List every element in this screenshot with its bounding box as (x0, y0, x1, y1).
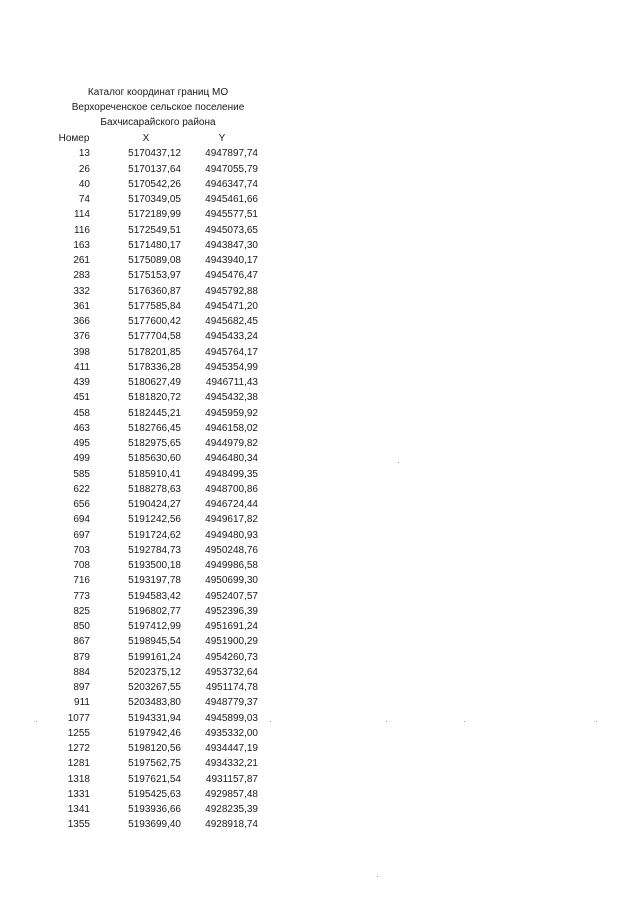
number-cell: 499 (73, 453, 90, 465)
scan-speck (464, 721, 465, 722)
y-cell: 4943847,30 (205, 239, 258, 251)
number-cell: 884 (73, 666, 90, 678)
table-row (40, 268, 276, 283)
table-row (40, 162, 276, 177)
number-cell: 261 (73, 255, 90, 266)
number-cell: 911 (74, 697, 90, 709)
y-cell: 4945899,03 (205, 712, 258, 724)
y-cell: 4945461,66 (205, 194, 258, 205)
x-cell: 5197621,54 (128, 773, 181, 785)
table-row (40, 238, 276, 253)
x-cell: 5198945,54 (128, 636, 181, 648)
x-cell: 5197412,99 (128, 621, 181, 632)
header-y: Y (218, 133, 226, 144)
table-row (40, 223, 276, 238)
y-cell: 4948499,35 (205, 468, 258, 480)
y-cell: 4950699,30 (205, 575, 258, 587)
y-cell: 4945433,24 (205, 331, 258, 343)
table-row (40, 390, 276, 405)
y-cell: 4946724,44 (205, 499, 258, 510)
number-cell: 708 (73, 560, 90, 571)
table-row (40, 314, 276, 329)
table-row (40, 604, 276, 619)
number-cell: 116 (74, 224, 90, 236)
number-cell: 332 (73, 285, 90, 297)
y-cell: 4947897,74 (205, 148, 258, 160)
x-cell: 5170137,64 (128, 163, 181, 175)
x-cell: 5175089,08 (128, 255, 181, 266)
table-row (40, 772, 276, 787)
y-cell: 4948779,37 (205, 697, 258, 709)
x-cell: 5194331,94 (128, 712, 181, 724)
table-row (40, 146, 276, 161)
table-row (40, 741, 276, 756)
x-cell: 5172549,51 (128, 224, 181, 236)
number-cell: 283 (73, 270, 90, 282)
y-cell: 4950248,76 (205, 544, 258, 556)
table-row (40, 711, 276, 726)
number-cell: 703 (73, 544, 90, 556)
y-cell: 4946347,74 (205, 178, 258, 190)
x-cell: 5197942,46 (128, 727, 181, 739)
x-cell: 5194583,42 (128, 590, 181, 602)
number-cell: 773 (73, 590, 90, 602)
y-cell: 4948700,86 (205, 483, 258, 495)
number-cell: 716 (73, 575, 90, 587)
header-x: X (142, 133, 150, 144)
table-row (40, 467, 276, 482)
x-cell: 5203483,80 (128, 697, 181, 709)
table-row (40, 619, 276, 634)
y-cell: 4931157,87 (205, 773, 258, 785)
number-cell: 897 (73, 682, 90, 693)
scan-speck (386, 721, 387, 722)
table-row (40, 421, 276, 436)
y-cell: 4944979,82 (205, 438, 258, 449)
y-cell: 4949986,58 (205, 560, 258, 571)
table-row (40, 665, 276, 680)
y-cell: 4951174,78 (205, 682, 258, 693)
x-cell: 5188278,63 (128, 483, 181, 495)
number-cell: 1355 (67, 819, 90, 831)
catalog-title (40, 85, 276, 130)
table-row (40, 192, 276, 207)
number-cell: 694 (73, 514, 90, 526)
y-cell: 4943940,17 (205, 255, 258, 266)
number-cell: 1077 (67, 712, 90, 724)
table-row (40, 284, 276, 299)
x-cell: 5198120,56 (128, 743, 181, 754)
y-cell: 4928235,39 (205, 804, 258, 815)
number-cell: 411 (74, 361, 90, 373)
x-cell: 5191242,56 (128, 514, 181, 526)
x-cell: 5192784,73 (128, 544, 181, 556)
table-row (40, 451, 276, 466)
table-row (40, 634, 276, 649)
y-cell: 4945354,99 (205, 361, 258, 373)
x-cell: 5185630,60 (128, 453, 181, 465)
table-row (40, 756, 276, 771)
table-row (40, 650, 276, 665)
y-cell: 4945577,51 (205, 209, 258, 221)
table-row (40, 345, 276, 360)
table-row (40, 482, 276, 497)
table-row (40, 543, 276, 558)
table-row (40, 787, 276, 802)
y-cell: 4952407,57 (205, 590, 258, 602)
x-cell: 5170542,26 (128, 178, 181, 190)
x-cell: 5195425,63 (128, 788, 181, 800)
x-cell: 5177585,84 (128, 300, 181, 312)
table-row (40, 512, 276, 527)
x-cell: 5185910,41 (128, 468, 181, 480)
y-cell: 4945471,20 (205, 300, 258, 312)
number-cell: 867 (73, 636, 90, 648)
table-row (40, 207, 276, 222)
y-cell: 4935332,00 (205, 727, 258, 739)
x-cell: 5171480,17 (128, 239, 181, 251)
y-cell: 4946480,34 (205, 453, 258, 465)
number-cell: 850 (73, 621, 90, 632)
y-cell: 4951691,24 (205, 621, 258, 632)
number-cell: 585 (73, 468, 90, 480)
number-cell: 1331 (67, 788, 90, 800)
number-cell: 495 (73, 438, 90, 449)
x-cell: 5181820,72 (128, 392, 181, 404)
table-row (40, 253, 276, 268)
table-row (40, 329, 276, 344)
x-cell: 5199161,24 (128, 651, 181, 663)
y-cell: 4945073,65 (205, 224, 258, 236)
number-cell: 1341 (67, 804, 90, 815)
number-cell: 1281 (67, 758, 90, 770)
y-cell: 4946711,43 (205, 377, 258, 388)
x-cell: 5193699,40 (128, 819, 181, 831)
table-row (40, 802, 276, 817)
table-row (40, 726, 276, 741)
y-cell: 4945959,92 (205, 407, 258, 419)
number-cell: 13 (78, 148, 90, 160)
table-row (40, 406, 276, 421)
x-cell: 5190424,27 (128, 499, 181, 510)
y-cell: 4945476,47 (205, 270, 258, 282)
y-cell: 4945682,45 (205, 316, 258, 327)
number-cell: 451 (73, 392, 90, 404)
x-cell: 5177704,58 (128, 331, 181, 343)
x-cell: 5177600,42 (128, 316, 181, 327)
number-cell: 1272 (67, 743, 90, 754)
table-row (40, 573, 276, 588)
table-row (40, 680, 276, 695)
number-cell: 376 (73, 331, 90, 343)
x-cell: 5172189,99 (128, 209, 181, 221)
number-cell: 163 (73, 239, 90, 251)
y-cell: 4949480,93 (205, 529, 258, 541)
y-cell: 4947055,79 (205, 163, 258, 175)
number-cell: 398 (73, 346, 90, 358)
y-cell: 4952396,39 (205, 605, 258, 617)
title-line-3: Бахчисарайского района (100, 117, 216, 128)
y-cell: 4946158,02 (205, 422, 258, 434)
number-cell: 114 (74, 209, 90, 221)
table-row (40, 497, 276, 512)
header-number: Номер (58, 133, 90, 144)
y-cell: 4945792,88 (205, 285, 258, 297)
title-line-1: Каталог координат границ МО (87, 87, 229, 98)
number-cell: 26 (78, 163, 90, 175)
x-cell: 5197562,75 (128, 758, 181, 770)
x-cell: 5193197,78 (128, 575, 181, 587)
coordinates-table (40, 131, 276, 833)
table-row (40, 436, 276, 451)
x-cell: 5178336,28 (128, 361, 181, 373)
y-cell: 4949617,82 (205, 514, 258, 526)
table-row (40, 817, 276, 832)
number-cell: 74 (78, 194, 90, 205)
number-cell: 825 (73, 605, 90, 617)
y-cell: 4934447,19 (205, 743, 258, 754)
title-line-2: Верхореченское сельское поселение (71, 102, 245, 113)
table-row (40, 375, 276, 390)
number-cell: 622 (73, 483, 90, 495)
scan-speck (270, 721, 271, 722)
x-cell: 5193500,18 (128, 560, 181, 571)
x-cell: 5203267,55 (128, 682, 181, 693)
table-row (40, 558, 276, 573)
table-row (40, 177, 276, 192)
number-cell: 697 (73, 529, 90, 541)
y-cell: 4951900,29 (205, 636, 258, 648)
y-cell: 4934332,21 (205, 758, 258, 770)
y-cell: 4929857,48 (205, 788, 258, 800)
y-cell: 4945432,38 (205, 392, 258, 404)
scan-speck (596, 721, 597, 722)
table-row (40, 528, 276, 543)
x-cell: 5180627,49 (128, 377, 181, 388)
y-cell: 4945764,17 (205, 346, 258, 358)
x-cell: 5176360,87 (128, 285, 181, 297)
y-cell: 4954260,73 (205, 651, 258, 663)
y-cell: 4953732,64 (205, 666, 258, 678)
number-cell: 879 (73, 651, 90, 663)
table-row (40, 589, 276, 604)
x-cell: 5182766,45 (128, 422, 181, 434)
number-cell: 458 (73, 407, 90, 419)
x-cell: 5191724,62 (128, 529, 181, 541)
x-cell: 5178201,85 (128, 346, 181, 358)
x-cell: 5182975,65 (128, 438, 181, 449)
table-row (40, 360, 276, 375)
table-row (40, 695, 276, 710)
number-cell: 463 (73, 422, 90, 434)
y-cell: 4928918,74 (205, 819, 258, 831)
number-cell: 1255 (67, 727, 90, 739)
number-cell: 366 (73, 316, 90, 327)
scan-speck (36, 721, 37, 722)
number-cell: 361 (73, 300, 90, 312)
x-cell: 5170349,05 (128, 194, 181, 205)
x-cell: 5202375,12 (128, 666, 181, 678)
number-cell: 656 (73, 499, 90, 510)
table-header-row (40, 131, 276, 146)
x-cell: 5175153,97 (128, 270, 181, 282)
number-cell: 439 (73, 377, 90, 388)
scan-speck (377, 876, 378, 877)
number-cell: 40 (78, 178, 90, 190)
x-cell: 5193936,66 (128, 804, 181, 815)
x-cell: 5182445,21 (128, 407, 181, 419)
x-cell: 5196802,77 (128, 605, 181, 617)
table-row (40, 299, 276, 314)
x-cell: 5170437,12 (128, 148, 181, 160)
number-cell: 1318 (67, 773, 90, 785)
scan-speck (398, 462, 399, 463)
